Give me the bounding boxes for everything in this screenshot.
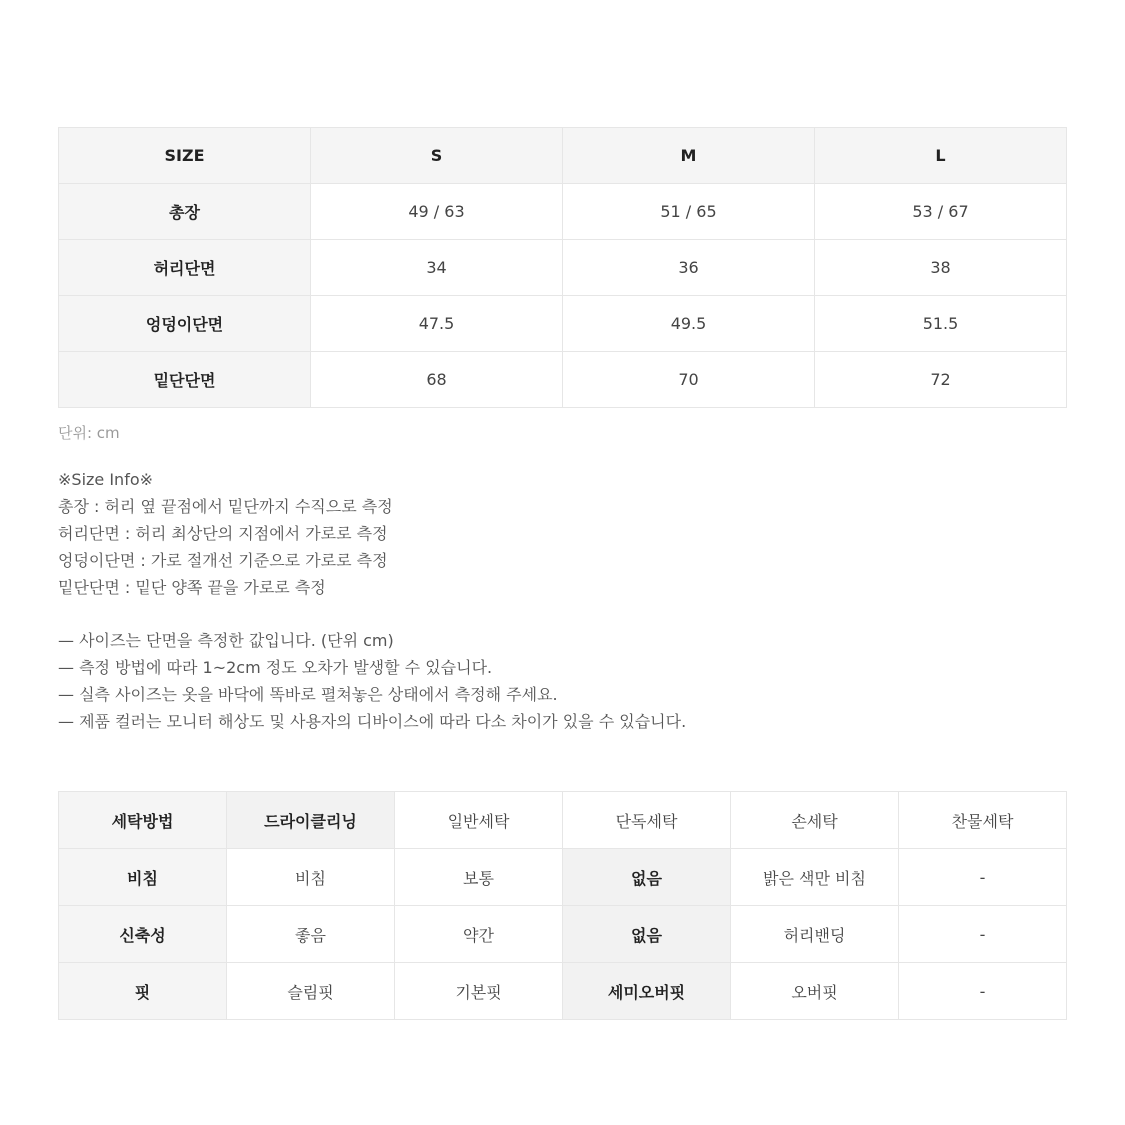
size-header-cell: S: [311, 128, 563, 184]
table-cell: 없음: [563, 849, 731, 906]
table-cell: 오버핏: [731, 963, 899, 1020]
table-cell: 47.5: [311, 296, 563, 352]
size-info-line: 허리단면 : 허리 최상단의 지점에서 가로로 측정: [58, 524, 388, 543]
table-row: [59, 792, 1067, 849]
size-header-cell: L: [815, 128, 1067, 184]
table-cell: 49.5: [563, 296, 815, 352]
size-info-line: 총장 : 허리 옆 끝점에서 밑단까지 수직으로 측정: [58, 497, 393, 516]
row-label: 밑단단면: [59, 352, 311, 408]
table-row: [59, 240, 1067, 296]
size-info-line: 밑단단면 : 밑단 양쪽 끝을 가로로 측정: [58, 578, 326, 597]
size-info-title: ※Size Info※: [58, 470, 154, 489]
table-cell: 찬물세탁: [899, 792, 1067, 849]
table-cell: 38: [815, 240, 1067, 296]
note-line: — 사이즈는 단면을 측정한 값입니다. (단위 cm): [58, 631, 394, 650]
table-cell: -: [899, 906, 1067, 963]
row-label: 신축성: [59, 906, 227, 963]
table-row: [59, 849, 1067, 906]
table-cell: 단독세탁: [563, 792, 731, 849]
row-label: 세탁방법: [59, 792, 227, 849]
table-cell: -: [899, 849, 1067, 906]
row-label: 비침: [59, 849, 227, 906]
table-cell: 68: [311, 352, 563, 408]
unit-note: 단위: cm: [58, 424, 120, 442]
table-cell: 49 / 63: [311, 184, 563, 240]
row-label: 총장: [59, 184, 311, 240]
table-cell: 밝은 색만 비침: [731, 849, 899, 906]
size-table: [58, 127, 1067, 408]
table-cell: 좋음: [227, 906, 395, 963]
table-cell: 없음: [563, 906, 731, 963]
table-cell: 슬림핏: [227, 963, 395, 1020]
size-info: [58, 466, 393, 601]
table-cell: 51.5: [815, 296, 1067, 352]
table-row: [59, 184, 1067, 240]
care-table: [58, 791, 1067, 1020]
note-line: — 측정 방법에 따라 1~2cm 정도 오차가 발생할 수 있습니다.: [58, 658, 493, 677]
table-row: [59, 352, 1067, 408]
table-cell: 비침: [227, 849, 395, 906]
table-cell: 약간: [395, 906, 563, 963]
table-cell: 72: [815, 352, 1067, 408]
row-label: 허리단면: [59, 240, 311, 296]
table-row: [59, 296, 1067, 352]
table-cell: 세미오버핏: [563, 963, 731, 1020]
notes: [58, 627, 686, 735]
table-cell: 손세탁: [731, 792, 899, 849]
size-header-row: [59, 128, 1067, 184]
table-cell: 34: [311, 240, 563, 296]
table-cell: 드라이클리닝: [227, 792, 395, 849]
table-cell: 70: [563, 352, 815, 408]
table-cell: 36: [563, 240, 815, 296]
table-cell: 보통: [395, 849, 563, 906]
table-row: [59, 963, 1067, 1020]
size-header-cell: SIZE: [59, 128, 311, 184]
table-cell: 일반세탁: [395, 792, 563, 849]
table-cell: 기본핏: [395, 963, 563, 1020]
row-label: 핏: [59, 963, 227, 1020]
table-cell: 51 / 65: [563, 184, 815, 240]
row-label: 엉덩이단면: [59, 296, 311, 352]
table-cell: 허리밴딩: [731, 906, 899, 963]
size-info-line: 엉덩이단면 : 가로 절개선 기준으로 가로로 측정: [58, 551, 388, 570]
table-cell: -: [899, 963, 1067, 1020]
table-cell: 53 / 67: [815, 184, 1067, 240]
size-header-cell: M: [563, 128, 815, 184]
note-line: — 실측 사이즈는 옷을 바닥에 똑바로 펼쳐놓은 상태에서 측정해 주세요.: [58, 685, 558, 704]
note-line: — 제품 컬러는 모니터 해상도 및 사용자의 디바이스에 따라 다소 차이가 있을 수 있습니다.: [58, 712, 687, 731]
table-row: [59, 906, 1067, 963]
